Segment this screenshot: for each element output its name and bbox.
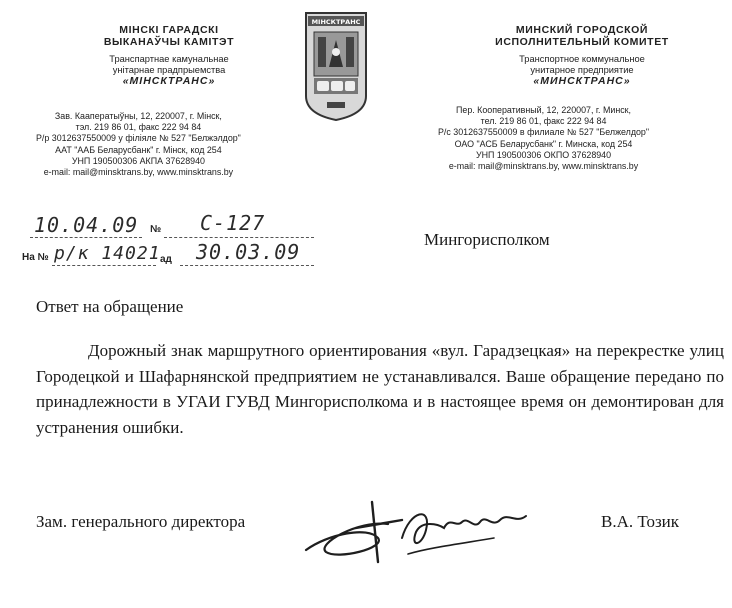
street-address: Пер. Кооперативный, 12, 220007, г. Минск, xyxy=(456,105,632,115)
letter-subject: Ответ на обращение xyxy=(36,297,184,316)
reference-underline xyxy=(52,265,156,266)
signatory-name: В.А. Тозик xyxy=(601,512,680,531)
body-paragraph: Дорожный знак маршрутного ориентирования «вул. Гарадзецкая» на перекрестке улиц Городецкой и Шафарнянской предприятием не устанавливался. Ваше обращение передано по принадлежности в УГАИ ГУВД Мингорисполкома и в настоящее время он демонтирован для устранения ошибки. xyxy=(36,341,724,437)
date-underline xyxy=(30,237,142,238)
address-block-right xyxy=(438,105,649,172)
brand-name: «МИНСКТРАНС» xyxy=(533,75,631,87)
org-type-line2: унітарнае прадпрыемства xyxy=(112,65,226,75)
contact-email: e-mail: mail@minsktrans.by, www.minsktrans.by xyxy=(448,161,639,172)
bank-account: Р/с 3012637550009 в филиале № 527 "Белжелдор" xyxy=(438,127,650,138)
org-name-line1: МИНСКИЙ ГОРОДСКОЙ xyxy=(515,24,649,36)
tax-ids: УНП 190500306 АКПА 37628940 xyxy=(71,155,205,166)
number-label: № xyxy=(150,224,162,235)
number-underline xyxy=(164,237,314,238)
reference-date-underline xyxy=(180,265,314,266)
outgoing-number: С-127 xyxy=(200,211,266,235)
org-type-line1: Транспортное коммунальное xyxy=(519,54,645,64)
addressee: Мингорисполком xyxy=(424,230,550,249)
street-address: Зав. Кааператыўны, 12, 220007, г. Мінск, xyxy=(54,111,222,121)
brand-name: «МІНСКТРАНС» xyxy=(122,75,216,87)
from-label: ад xyxy=(160,254,172,265)
bank-name: ОАО "АСБ Беларусбанк" г. Минска, код 254 xyxy=(454,138,633,149)
emblem-label: МІНСКТРАНС xyxy=(311,18,361,26)
outgoing-date: 10.04.09 xyxy=(34,213,139,237)
org-name-line2: ВЫКАНАЎЧЫ КАМІТЭТ xyxy=(103,36,235,48)
contact-email: e-mail: mail@minsktrans.by, www.minsktrans.by xyxy=(43,167,234,178)
address-block-left xyxy=(36,111,241,178)
phone-fax: тел. 219 86 01, факс 222 94 84 xyxy=(480,116,607,127)
reference-number: р/к 14021 xyxy=(54,243,161,264)
bank-account: Р/р 3012637550009 у філіяле № 527 "Белжэлдор" xyxy=(36,133,241,144)
org-type-line2: унитарное предприятие xyxy=(530,65,634,75)
reference-date: 30.03.09 xyxy=(196,240,301,264)
tax-ids: УНП 190500306 ОКПО 37628940 xyxy=(475,149,612,160)
letter-body xyxy=(36,338,724,440)
phone-fax: тэл. 219 86 01, факс 222 94 84 xyxy=(75,122,202,133)
handwritten-signature xyxy=(298,498,538,568)
org-name-line1: МІНСКІ ГАРАДСКІ xyxy=(119,24,219,36)
signatory-title: Зам. генерального директора xyxy=(36,512,246,531)
bank-name: ААТ "ААБ Беларусбанк" г. Мінск, код 254 xyxy=(55,144,222,155)
minsktrans-emblem-icon xyxy=(303,10,369,122)
letterhead-right xyxy=(448,24,716,87)
reference-label: На № xyxy=(22,252,49,263)
letterhead-left xyxy=(38,24,300,87)
org-name-line2: ИСПОЛНИТЕЛЬНЫЙ КОМИТЕТ xyxy=(495,36,669,48)
org-type-line1: Транспартнае камунальнае xyxy=(109,54,229,64)
